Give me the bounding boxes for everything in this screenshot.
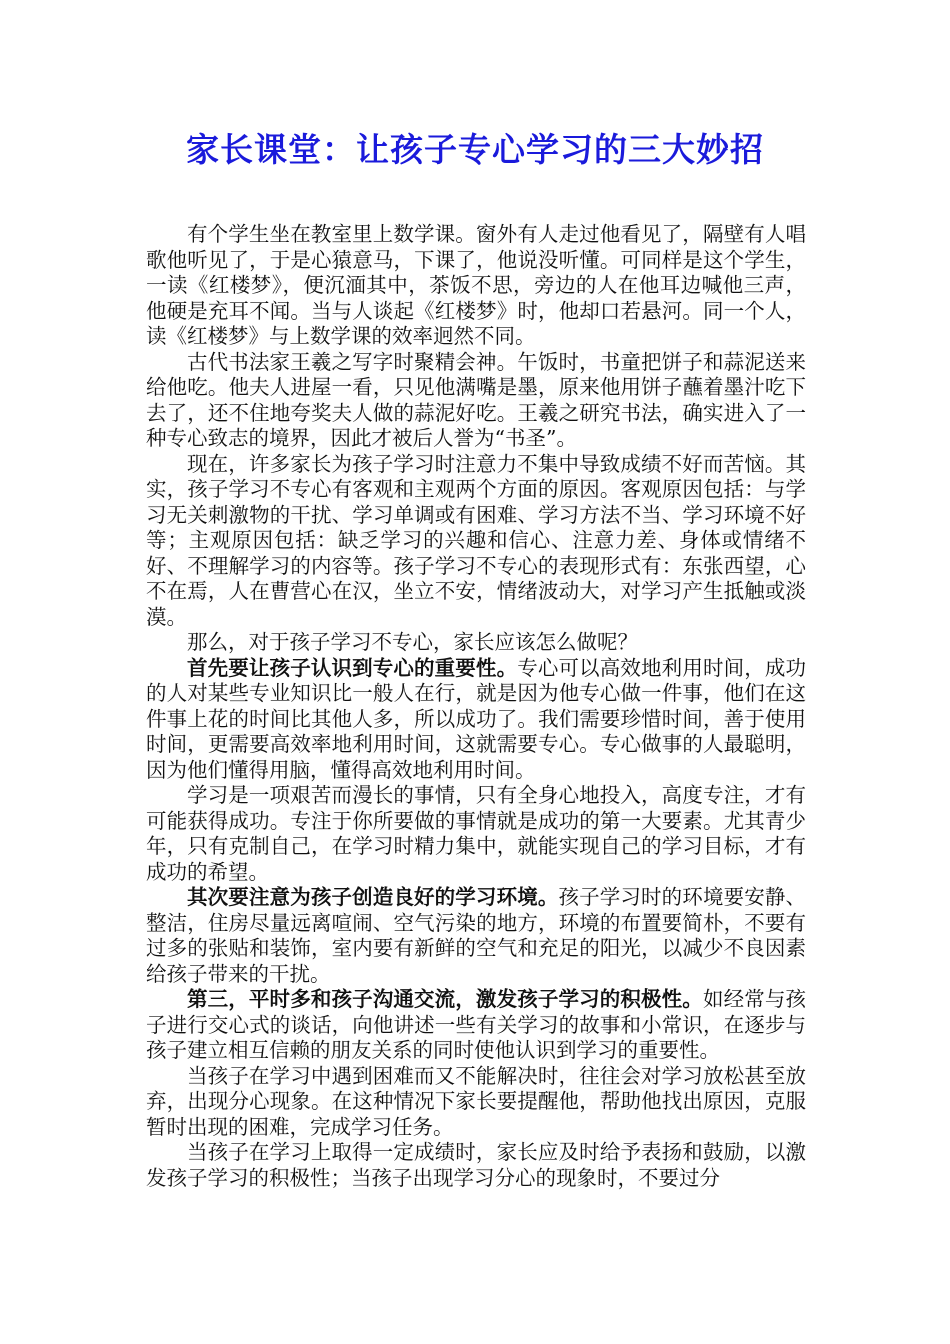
- paragraph-text: 学习是一项艰苦而漫长的事情，只有全身心地投入，高度专注，才有可能获得成功。专注于你所要做的事情就是成功的第一大要素。尤其青少年，只有克制自己，在学习时精力集中，就能实现自己的学习目标，才有成功的希望。: [146, 783, 806, 884]
- paragraph: [146, 452, 806, 631]
- document-title: 家长课堂：让孩子专心学习的三大妙招: [186, 130, 764, 169]
- paragraph: [146, 1064, 806, 1141]
- paragraph-text: 当孩子在学习上取得一定成绩时，家长应及时给予表扬和鼓励，以激发孩子学习的积极性；当孩子出现学习分心的现象时，不要过分: [146, 1140, 806, 1190]
- paragraph-text: 孩子学习时的环境要安静、整洁，住房尽量远离喧闹、空气污染的地方，环境的布置要简朴，不要有过多的张贴和装饰，室内要有新鲜的空气和充足的阳光，以减少不良因素给孩子带来的干扰。: [146, 885, 807, 986]
- paragraph: [146, 222, 806, 350]
- paragraph-text: 古代书法家王羲之写字时聚精会神。午饭时，书童把饼子和蒜泥送来给他吃。他夫人进屋一看，只见他满嘴是墨，原来他用饼子蘸着墨汁吃下去了，还不住地夸奖夫人做的蒜泥好吃。王羲之研究书法，确实进入了一种专心致志的境界，因此才被后人誉为“书圣”。: [146, 349, 806, 450]
- paragraph: [146, 630, 806, 656]
- paragraph: [146, 885, 806, 987]
- paragraph-lead-bold: 首先要让孩子认识到专心的重要性。: [187, 655, 518, 680]
- paragraph: [146, 1140, 806, 1191]
- paragraph-text: 专心可以高效地利用时间，成功的人对某些专业知识比一般人在行，就是因为他专心做一件事，他们在这件事上花的时间比其他人多，所以成功了。我们需要珍惜时间，善于使用时间，更需要高效率地利用时间，这就需要专心。专心做事的人最聪明，因为他们懂得用脑，懂得高效地利用时间。: [146, 655, 807, 782]
- paragraph-text: 现在，许多家长为孩子学习时注意力不集中导致成绩不好而苦恼。其实，孩子学习不专心有客观和主观两个方面的原因。客观原因包括：与学习无关刺激物的干扰、学习单调或有困难、学习方法不当、学习环境不好等；主观原因包括：缺乏学习的兴趣和信心、注意力差、身体或情绪不好、不理解学习的内容等。孩子学习不专心的表现形式有：东张西望，心不在焉，人在曹营心在汉，坐立不安，情绪波动大，对学习产生抵触或淡漠。: [146, 451, 806, 629]
- paragraph: [146, 987, 806, 1064]
- paragraph-text: 那么，对于孩子学习不专心，家长应该怎么做呢？: [187, 630, 638, 654]
- paragraph: [146, 783, 806, 885]
- paragraph-text: 有个学生坐在教室里上数学课。窗外有人走过他看见了，隔壁有人唱歌他听见了，于是心猿意马，下课了，他说没听懂。可同样是这个学生，一读《红楼梦》，便沉湎其中，茶饭不思，旁边的人在他耳边喊他三声，他硬是充耳不闻。当与人谈起《红楼梦》时，他却口若悬河。同一个人，读《红楼梦》与上数学课的效率迥然不同。: [146, 222, 806, 348]
- paragraph-text: 当孩子在学习中遇到困难而又不能解决时，往往会对学习放松甚至放弃，出现分心现象。在这种情况下家长要提醒他，帮助他找出原因，克服暂时出现的困难，完成学习任务。: [146, 1063, 806, 1139]
- paragraph-lead-bold: 其次要注意为孩子创造良好的学习环境。: [187, 885, 559, 909]
- paragraph-lead-bold: 第三，平时多和孩子沟通交流，激发孩子学习的积极性。: [187, 987, 703, 1011]
- paragraph: [146, 350, 806, 452]
- paragraph-text: 如经常与孩子进行交心式的谈话，向他讲述一些有关学习的故事和小常识，在逐步与孩子建立相互信赖的朋友关系的同时使他认识到学习的重要性。: [146, 987, 807, 1062]
- document-body: [146, 222, 806, 1191]
- paragraph: [146, 656, 806, 784]
